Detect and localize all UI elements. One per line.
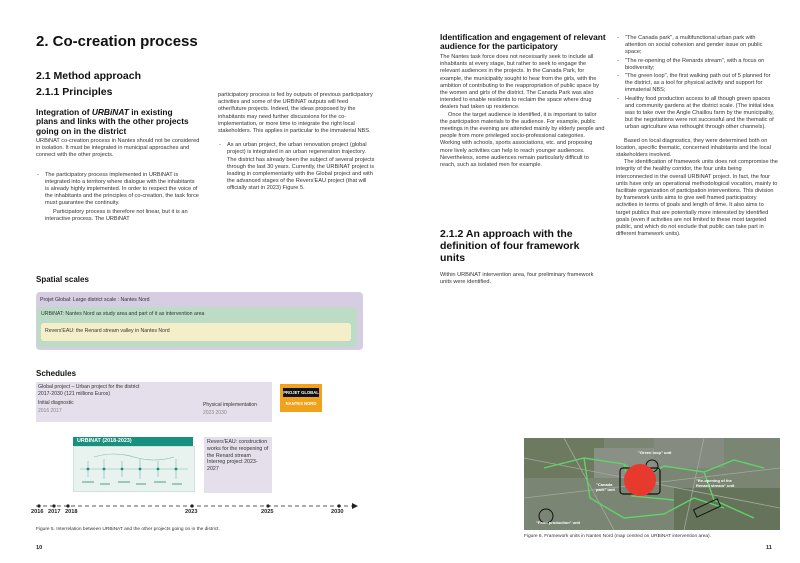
right-col1-para3: Within URBiNAT intervention area, four preliminary framework units were identified. — [440, 272, 594, 286]
col2-bullets — [218, 142, 376, 192]
right-col2 — [616, 35, 778, 238]
map-label-green-loop: "Green loop" unit — [638, 450, 672, 455]
logo-bar-2 — [283, 399, 319, 408]
physical-implementation-years: 2023 2030 — [203, 410, 227, 416]
timeline-svg — [36, 498, 362, 514]
right-page — [400, 0, 800, 563]
right-col1-para2: Once the target audience is identified, it is important to tailor the participation materials to the audience. For example, public meetings in the evening are attended mainly by elderly people and people from more privileged socio-professional categories. Working with schools, sports associations, etc. and proposing more lively activities can help to reach younger audiences. Nevertheless, some audiences remain particularly difficult to reach, such as isolated men for example. — [440, 111, 605, 169]
logo-bar — [283, 388, 319, 397]
global-line2: 2017-2030 (121 millions Euros) — [38, 391, 111, 397]
initial-diagnostic-years: 2016 2017 — [38, 408, 62, 414]
right-col1 — [440, 54, 605, 169]
col1-intro: URBiNAT co-creation process in Nantes should not be considered in isolation. It must be integrated in municipal approaches and connect with the other projects. — [36, 138, 200, 159]
map-label-food: "Food production" unit — [536, 520, 581, 525]
integration-heading — [36, 108, 196, 136]
col2-bullet: - As an urban project, the urban renovation project (global project) is integrated in an urban regeneration trajectory. The district has already been the subject of several projects through the last 30 years. Currently, the URBiNAT project is leading in complementarity with the Global project and with the advanced stages of the Revers'EAU project (that will officially start in 2023) Figure 5. — [227, 142, 376, 192]
map-label-reopening: "Re-opening of the Renard stream" unit — [696, 478, 735, 488]
integration-heading-part1: Integration of — [36, 107, 92, 117]
urbinat-badge-label: URBINAT (2018-2023) — [77, 438, 132, 444]
urbinat-badge — [73, 437, 193, 446]
initial-diagnostic-label: Initial diagnostic — [38, 400, 74, 406]
spatial-outer-box — [36, 292, 363, 350]
framework-units-map — [524, 438, 780, 530]
physical-implementation-label: Physical implementation — [203, 402, 257, 408]
figure-6-caption: Figure 6. Framework units in Nantes Nord (map centred on URBiNAT intervention area). — [524, 534, 711, 539]
spatial-inner-box — [41, 323, 351, 341]
figure-5-caption: Figure 5. Interrelation between URBiNAT and the other projects going on in the district. — [36, 527, 220, 532]
page-number-left: 10 — [36, 545, 43, 551]
spatial-scales-title: Spatial scales — [36, 275, 89, 284]
subsubsection-title: 2.1.1 Principles — [36, 86, 113, 98]
subsection-title: 2.1 Method approach — [36, 70, 142, 82]
spatial-outer-label: Projet Global: Large district scale : Nantes Nord — [40, 297, 150, 303]
spatial-inner-label: Revers'EAU: the Renard stream valley in Nantes Nord — [45, 328, 170, 334]
col1-bullets — [36, 172, 200, 208]
urbinat-process-diagram — [73, 446, 195, 492]
process-diagram-svg — [74, 447, 194, 491]
right-col2-para1: Based on local diagnostics, they were determined both on location, specific thematic, concerned inhabitants and the local stakeholders involved. — [616, 137, 771, 159]
map-label-canada: "Canada park" unit — [596, 482, 615, 492]
schedules-title: Schedules — [36, 369, 77, 378]
spatial-middle-box — [37, 307, 357, 347]
tick-2017: 2017 — [48, 509, 61, 515]
framework-unit-item: - Healthy food production access to all though green spaces and community gardens at the district scale. (The initial idea was to take over the Angle Chaillou farm by the municipality, but the negotiations were not successful and the thematic of urban agriculture was rethought through other channels). — [625, 96, 778, 132]
left-col1 — [36, 138, 200, 223]
framework-unit-item: - "The re-opening of the Renards stream", with a focus on biodiversity; — [625, 58, 778, 72]
framework-unit-item: - "The Canada park", a multifunctional urban park with attention on social cohesion and gender issue on public space; — [625, 35, 778, 57]
section-title: 2. Co-creation process — [36, 33, 198, 50]
tick-2023: 2023 — [185, 509, 198, 515]
left-col2 — [218, 92, 376, 194]
framework-units-list — [616, 35, 778, 132]
integration-heading-part2: in existing plans and links with the other projects going on in the district — [36, 107, 189, 136]
revers-eau-box — [204, 437, 272, 493]
col1-bullet: - The participatory process implemented in URBiNAT is integrated into a territory where dialogue with the inhabitants is already highly implemented. In order to respect the voice of the inhabitants and the principles of co-creation, the task force must guarantee the continuity. — [45, 172, 200, 208]
tick-2016: 2016 — [31, 509, 44, 515]
logo-text-1: PROJET GLOBAL — [283, 390, 319, 395]
col1-bullet-cont: Participatory process is therefore not linear, but it is an interactive process. The URBiNAT — [45, 208, 188, 222]
tick-2018: 2018 — [65, 509, 78, 515]
right-col2-paras — [616, 138, 778, 239]
col2-para: participatory process is fed by outputs of previous participatory activities and some of the URBiNAT outputs will feed other/future projects. Indeed, the ideas proposed by the inhabitants may need further discussions for the co- implementation, or more time to integrate the right local stakeholders. This applies in particular to the immaterial NBS. — [218, 92, 373, 135]
integration-heading-urbinat: URBiNAT — [91, 107, 129, 117]
right-col2-para2: The identification of framework units does not compromise the integrity of the healthy corridor, the four units being interconnected in the overall URBiNAT project. In fact, the four units have only an operational methodological vocation, mainly to facilitate organization of participation interventions. This division by framework units aims to give well framed participatory activities in terms of goals and length of time. It also aims to target publics that are potentially more interested by identified goals (even if activities are not limited to these most targeted public, and which do not exclude that public can take part in different framework units). — [616, 159, 778, 238]
identification-heading: Identification and engagement of relevant audience for the participatory — [440, 32, 606, 52]
tick-2025: 2025 — [261, 509, 274, 515]
tick-2030: 2030 — [331, 509, 344, 515]
approach-heading: 2.1.2 An approach with the definition of four framework units — [440, 228, 580, 264]
global-project-box — [36, 382, 272, 422]
logo-text-2: NANTES NORD — [285, 401, 317, 406]
page-number-right: 11 — [766, 545, 772, 551]
right-col1-para1: The Nantes task force does not necessarily seek to include all inhabitants at every stage, but rather to seek to engage the relevant audiences in the projects. In the Canada Park, for example, the municipality sought to hear from the girls, with the ambition of contributing to the reappropriation of public space by the women and girls of the district. The Canada Park was also intended to enable residents to reclaim the space where drug dealers had taken up residence. — [440, 54, 599, 111]
revers-eau-text: Revers'EAU: construction works for the reopening of the Renard stream Interreg project 2023-2027 — [207, 439, 269, 473]
spatial-middle-label: URBiNAT: Nantes Nord as study area and part of it as intervention area — [41, 311, 205, 317]
framework-unit-item: - "The green loop", the first walking path out of 5 planned for the district, as a tool for physical activity and support for immaterial NBS; — [625, 73, 778, 95]
global-line1: Global project – Urban project for the district — [38, 384, 140, 390]
timeline — [36, 498, 362, 514]
projet-global-logo — [280, 384, 322, 412]
